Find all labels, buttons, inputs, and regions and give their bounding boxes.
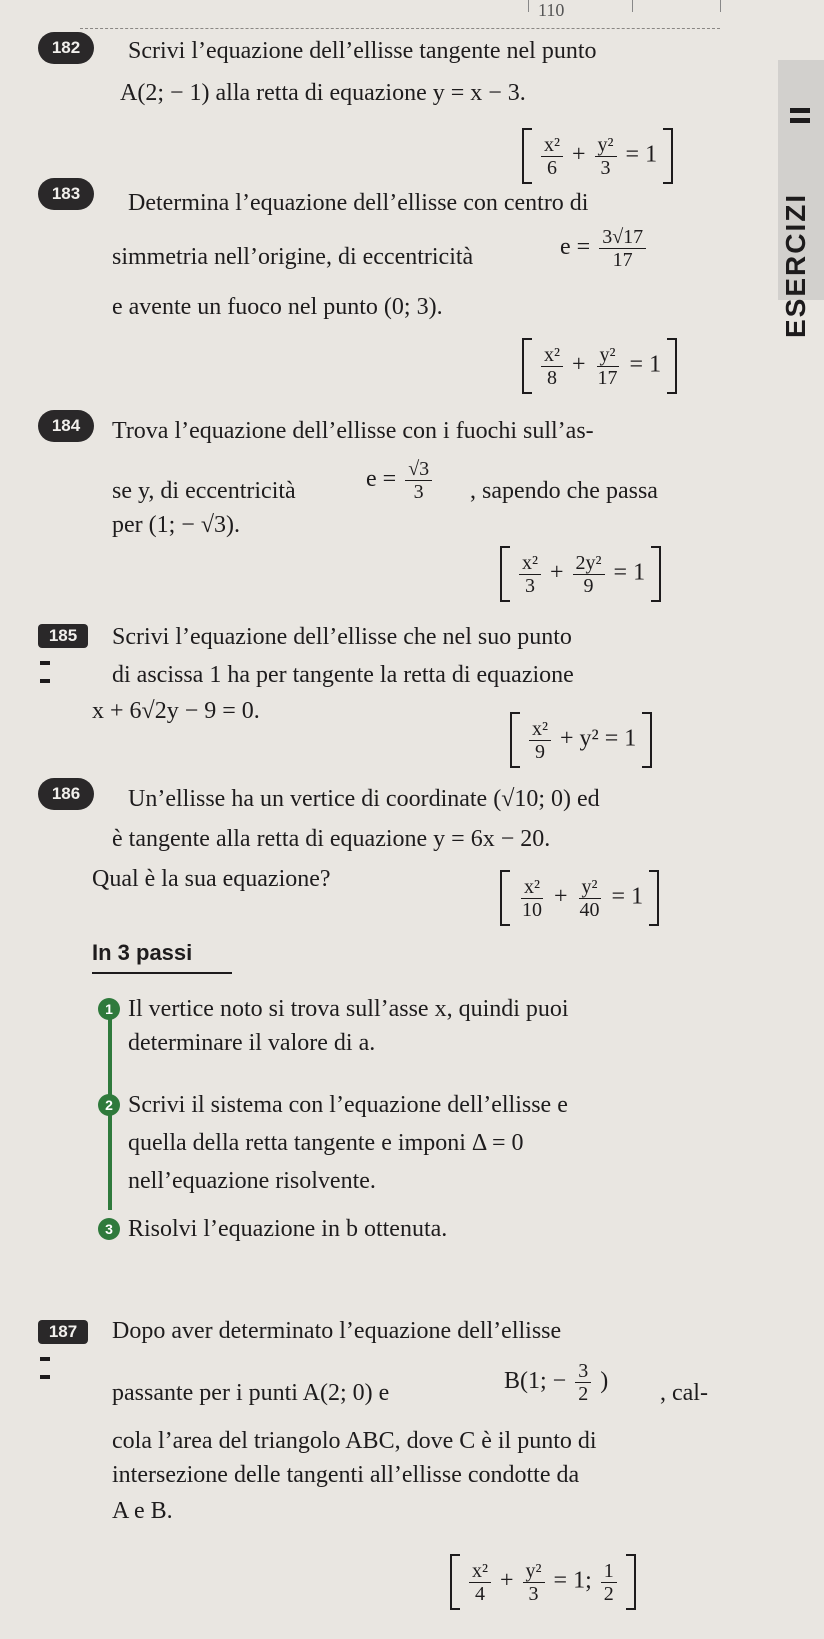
steps-title-underline — [92, 972, 232, 974]
bracket-right — [642, 712, 652, 768]
exercise-184-line-2b: , sapendo che passa — [470, 478, 658, 504]
ruler-tick — [720, 0, 721, 12]
fraction-denominator: 6 — [547, 156, 557, 179]
step-2-line-1: Scrivi il sistema con l’equazione dell’ellisse e — [128, 1092, 568, 1118]
exercise-184-line-1: Trova l’equazione dell’ellisse con i fuochi sull’as- — [112, 418, 594, 444]
fraction-denominator: 8 — [547, 366, 557, 389]
fraction-denominator: 3 — [525, 574, 535, 597]
exercise-184-line-2a: se y, di eccentricità — [112, 478, 296, 504]
bracket-right — [663, 128, 673, 184]
exercise-185-line-1: Scrivi l’equazione dell’ellisse che nel suo punto — [112, 624, 572, 650]
fraction-denominator: 4 — [475, 1582, 485, 1605]
operator: + — [554, 883, 568, 910]
exercise-184-line-3: per (1; − √3). — [112, 512, 241, 538]
exercise-187-line-5: A e B. — [112, 1498, 173, 1524]
ecc-lhs: e = — [366, 466, 397, 493]
fraction-denominator: 17 — [597, 366, 618, 389]
ruler-tick — [528, 0, 529, 12]
exercise-183-line-3: e avente un fuoco nel punto (0; 3). — [112, 294, 443, 320]
exercise-183-line-2: simmetria nell’origine, di eccentricità — [112, 244, 474, 270]
exercise-187-line-3: cola l’area del triangolo ABC, dove C è il punto di — [112, 1428, 597, 1454]
fraction-numerator: y² — [597, 344, 619, 367]
bracket-left — [522, 338, 532, 394]
exercise-number-186: 186 — [38, 778, 94, 810]
equation-tail: y² = 1 — [579, 725, 637, 752]
bracket-right — [626, 1554, 636, 1610]
exercise-183-line-1: Determina l’equazione dell’ellisse con centro di — [128, 190, 589, 216]
fraction-numerator: 3√17 — [599, 226, 646, 249]
fraction-numerator: x² — [529, 718, 551, 741]
equation-rhs: = 1 — [613, 559, 646, 586]
fraction-numerator: x² — [541, 344, 563, 367]
bracket-right — [667, 338, 677, 394]
bracket-left — [510, 712, 520, 768]
operator: + — [500, 1567, 514, 1594]
exercise-184-eccentricity — [366, 458, 435, 503]
bracket-right — [651, 546, 661, 602]
fraction-numerator: x² — [519, 552, 541, 575]
exercise-182-line-2: A(2; − 1) alla retta di equazione y = x − 3. — [120, 80, 526, 106]
exercise-187-line-2a: passante per i punti A(2; 0) e — [112, 1380, 390, 1406]
point-b-prefix: B(1; − — [504, 1368, 567, 1395]
exercise-182-line-1: Scrivi l’equazione dell’ellisse tangente nel punto — [128, 38, 597, 64]
equation-rhs: = 1 — [625, 141, 658, 168]
fraction-numerator: 1 — [601, 1560, 617, 1583]
ecc-lhs: e = — [560, 234, 591, 261]
step-2-line-2: quella della retta tangente e imponi Δ = 0 — [128, 1130, 524, 1156]
steps-title: In 3 passi — [92, 940, 193, 965]
fraction-numerator: y² — [595, 134, 617, 157]
operator: + — [572, 351, 586, 378]
fraction-numerator: 2y² — [573, 552, 605, 575]
fraction-numerator: √3 — [405, 458, 432, 481]
ruler-tick — [632, 0, 633, 12]
exercise-number-187: 187 — [38, 1320, 88, 1344]
section-bars-icon — [790, 108, 810, 113]
exercise-187-answer — [450, 1554, 636, 1610]
equation-rhs: = 1 — [611, 883, 644, 910]
difficulty-marks — [40, 652, 66, 656]
exercise-number-182: 182 — [38, 32, 94, 64]
fraction-denominator: 3 — [413, 481, 424, 503]
exercise-185-line-3: x + 6√2y − 9 = 0. — [92, 698, 260, 724]
exercise-number-185: 185 — [38, 624, 88, 648]
difficulty-marks — [40, 1348, 66, 1352]
operator: + — [550, 559, 564, 586]
step-number-3: 3 — [98, 1218, 120, 1240]
exercise-number-184: 184 — [38, 410, 94, 442]
fraction-denominator: 40 — [579, 898, 600, 921]
step-number-2: 2 — [98, 1094, 120, 1116]
fraction-denominator: 2 — [578, 1383, 589, 1405]
step-2-line-3: nell’equazione risolvente. — [128, 1168, 376, 1194]
exercise-184-answer — [500, 546, 661, 602]
page-number: 110 — [538, 0, 565, 20]
operator: + — [560, 725, 574, 752]
fraction-numerator: y² — [523, 1560, 545, 1583]
point-b-suffix: ) — [600, 1368, 609, 1395]
bracket-left — [500, 870, 510, 926]
side-tab-label: ESERCIZI — [780, 192, 811, 338]
fraction-denominator: 10 — [522, 898, 542, 921]
step-number-1: 1 — [98, 998, 120, 1020]
fraction-denominator: 9 — [583, 574, 594, 597]
exercise-185-answer — [510, 712, 652, 768]
operator: + — [572, 141, 586, 168]
fraction-numerator: x² — [469, 1560, 491, 1583]
top-divider — [80, 28, 720, 29]
fraction-denominator: 3 — [600, 156, 611, 179]
step-3-line-1: Risolvi l’equazione in b ottenuta. — [128, 1216, 448, 1242]
step-1-line-2: determinare il valore di a. — [128, 1030, 376, 1056]
side-tab — [778, 60, 824, 338]
fraction-denominator: 3 — [528, 1582, 539, 1605]
exercise-number-183: 183 — [38, 178, 94, 210]
exercise-186-line-1: Un’ellisse ha un vertice di coordinate (√10; 0) ed — [128, 786, 600, 812]
fraction-numerator: x² — [541, 134, 563, 157]
exercise-183-eccentricity — [560, 226, 649, 271]
bracket-right — [649, 870, 659, 926]
fraction-denominator: 17 — [612, 249, 633, 271]
bracket-left — [522, 128, 532, 184]
exercise-182-answer — [522, 128, 673, 184]
exercise-187-line-1: Dopo aver determinato l’equazione dell’ellisse — [112, 1318, 562, 1344]
exercise-183-answer — [522, 338, 677, 394]
fraction-numerator: 3 — [575, 1360, 591, 1383]
bracket-left — [500, 546, 510, 602]
fraction-denominator: 9 — [535, 740, 545, 763]
exercise-187-line-4: intersezione delle tangenti all’ellisse condotte da — [112, 1462, 580, 1488]
step-1-line-1: Il vertice noto si trova sull’asse x, quindi puoi — [128, 996, 569, 1022]
exercise-187-point-b — [504, 1360, 608, 1405]
exercise-186-line-2: è tangente alla retta di equazione y = 6x − 20. — [112, 826, 551, 852]
exercise-185-line-2: di ascissa 1 ha per tangente la retta di equazione — [112, 662, 574, 688]
fraction-numerator: x² — [521, 876, 543, 899]
equation-rhs: = 1 — [629, 351, 662, 378]
fraction-denominator: 2 — [603, 1582, 614, 1605]
bracket-left — [450, 1554, 460, 1610]
fraction-numerator: y² — [579, 876, 601, 899]
exercise-186-line-3: Qual è la sua equazione? — [92, 866, 331, 892]
exercise-186-answer — [500, 870, 659, 926]
equation-rhs: = 1; — [553, 1567, 592, 1594]
exercise-187-line-2b: , cal- — [660, 1380, 708, 1406]
